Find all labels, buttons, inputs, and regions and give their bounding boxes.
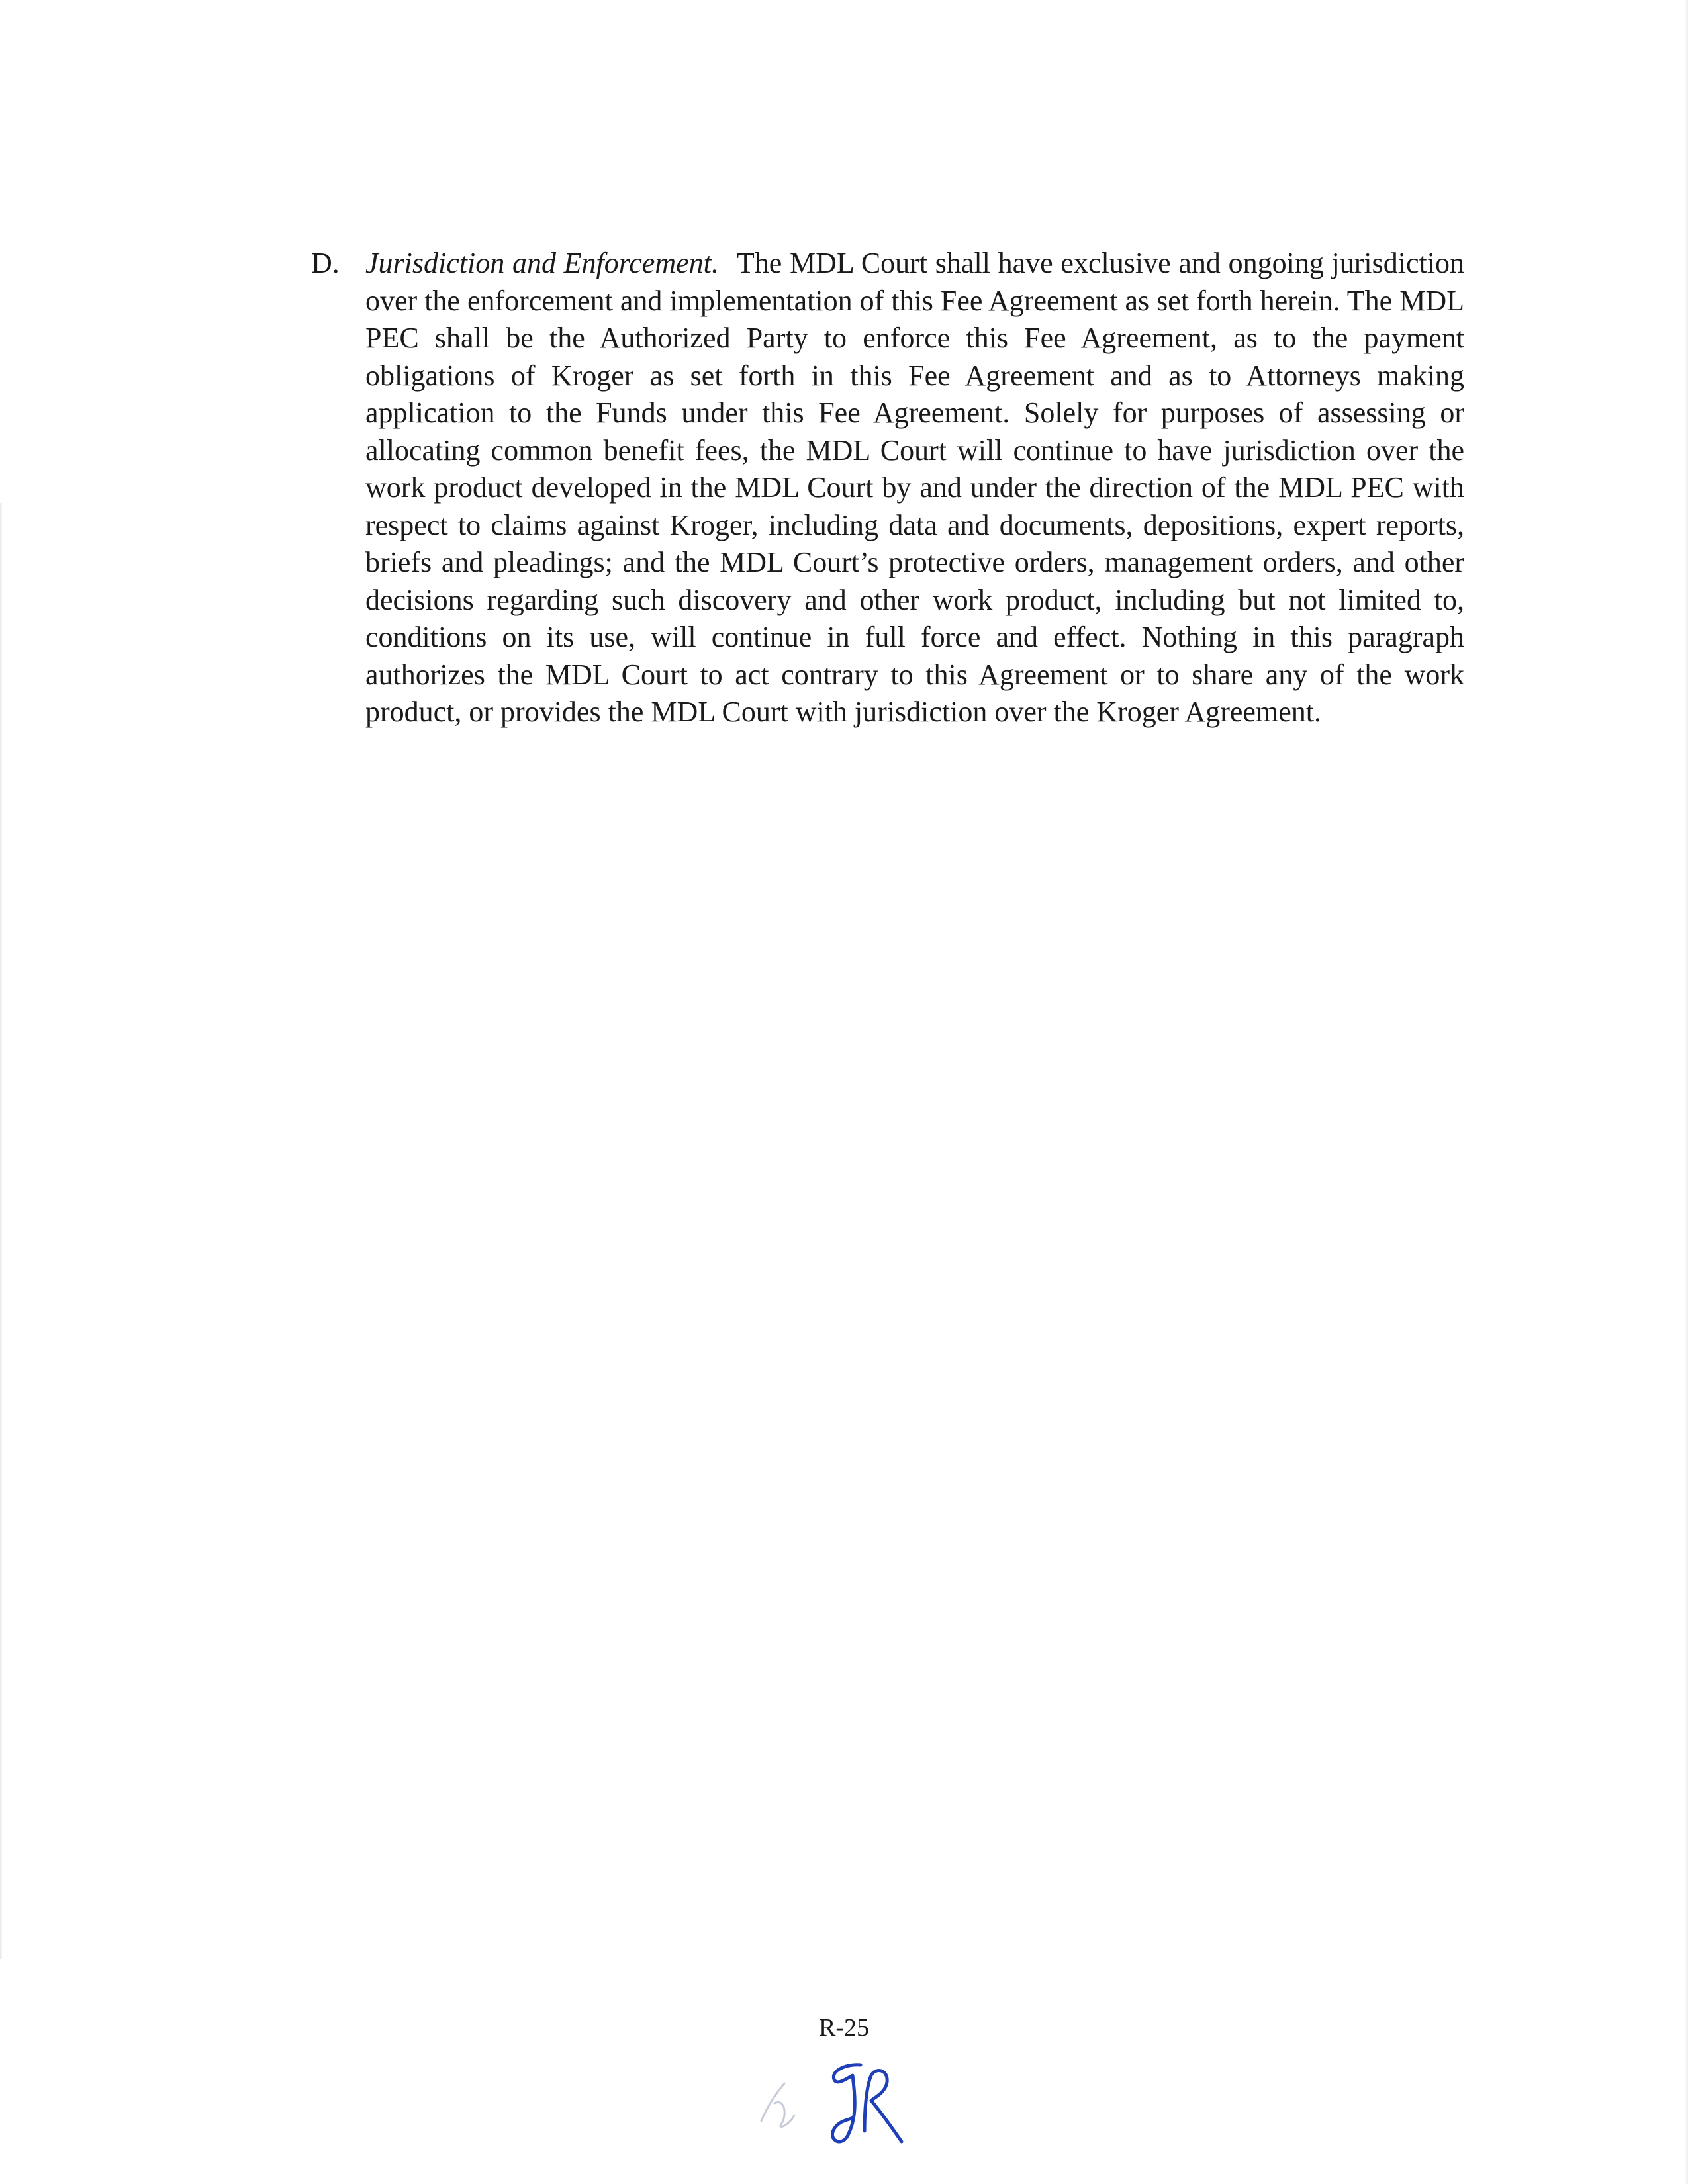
section-marker: D. xyxy=(311,247,340,279)
section-d xyxy=(311,245,1464,731)
scan-shadow-left xyxy=(0,503,3,1959)
handwritten-initials xyxy=(748,2052,947,2151)
initials-j-stroke xyxy=(832,2065,861,2142)
section-paragraph xyxy=(365,245,1464,731)
scan-shadow-right xyxy=(1684,0,1688,2184)
section-heading: Jurisdiction and Enforcement. xyxy=(365,247,719,279)
initials-r-stroke xyxy=(865,2071,902,2142)
faint-initials-stroke xyxy=(761,2083,794,2127)
page-number: R-25 xyxy=(819,2014,869,2042)
section-body-text: The MDL Court shall have exclusive and ongoing jurisdiction over the enforcement and implementation of this Fee Agreement as set forth herein. The MDL PEC shall be the Authorized Party to enforce this Fee Agreement, as to the payment obligations of Kroger as set forth in this Fee Agreement and as to Attorneys making application to the Funds under this Fee Agreement. Solely for purposes of assessing or allocating common benefit fees, the MDL Court will continue to have jurisdiction over the work product developed in the MDL Court by and under the direction of the MDL PEC with respect to claims against Kroger, including data and documents, depositions, expert reports, briefs and pleadings; and the MDL Court’s protective orders, management orders, and other decisions regarding such discovery and other work product, including but not limited to, conditions on its use, will continue in full force and effect. Nothing in this paragraph authorizes the MDL Court to act contrary to this Agreement or to share any of the work product, or provides the MDL Court with jurisdiction over the Kroger Agreement. xyxy=(365,247,1464,728)
